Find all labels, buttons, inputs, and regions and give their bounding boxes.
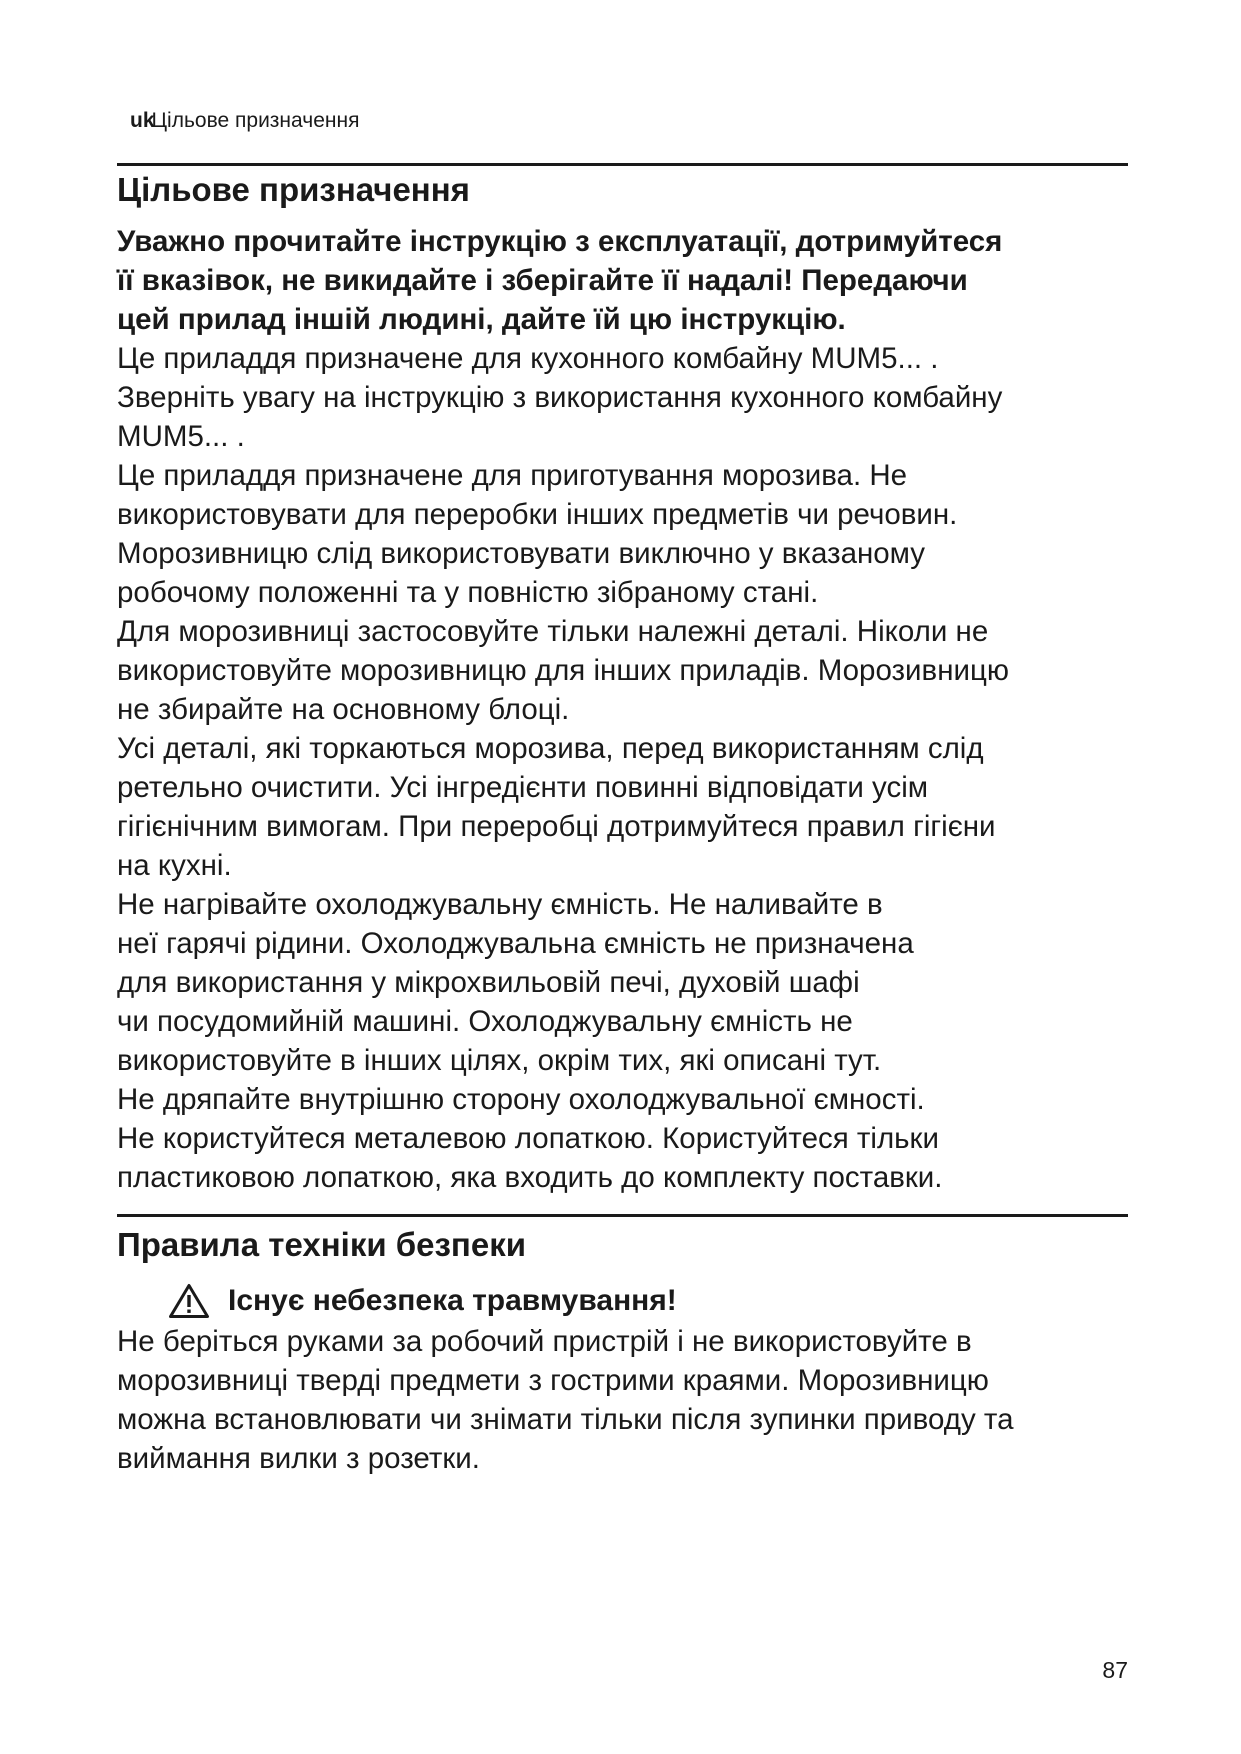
text-line: неї гарячі рідини. Охолоджувальна ємність не призначена xyxy=(117,927,914,960)
text-line: використовуйте морозивницю для інших приладів. Морозивницю xyxy=(117,654,1009,687)
text-line: Усі деталі, які торкаються морозива, перед використанням слід xyxy=(117,732,984,765)
text-line: Не дряпайте внутрішню сторону охолоджувальної ємності. xyxy=(117,1083,925,1116)
section-divider xyxy=(117,163,1128,166)
section-title-safety: Правила техніки безпеки xyxy=(117,1226,527,1263)
text-line: ретельно очистити. Усі інгредієнти повинні відповідати усім xyxy=(117,771,929,804)
text-line: не збирайте на основному блоці. xyxy=(117,693,570,726)
paragraph-accessory-purpose xyxy=(117,339,1137,456)
text-line: Зверніть увагу на інструкцію з використання кухонного комбайну xyxy=(117,381,1003,414)
language-code: uk xyxy=(130,109,155,132)
section-title-intended-use: Цільове призначення xyxy=(117,171,470,208)
paragraph-spatula xyxy=(117,1080,1137,1197)
text-line: використовуйте в інших цілях, окрім тих, які описані тут. xyxy=(117,1044,882,1077)
text-line: MUM5... . xyxy=(117,420,245,453)
running-header-title: Цільове призначення xyxy=(151,109,360,132)
injury-warning xyxy=(168,1281,677,1321)
text-line: для використання у мікрохвильовій печі, духовій шафі xyxy=(117,966,860,999)
running-header xyxy=(130,108,359,134)
text-line: Це приладдя призначене для приготування морозива. Не xyxy=(117,459,908,492)
text-line: робочому положенні та у повністю зібраному стані. xyxy=(117,576,819,609)
text-line: пластиковою лопаткою, яка входить до комплекту поставки. xyxy=(117,1161,943,1194)
paragraph-safety xyxy=(117,1322,1137,1478)
text-line: на кухні. xyxy=(117,849,232,882)
text-line: Це приладдя призначене для кухонного комбайну MUM5... . xyxy=(117,342,939,375)
text-line: використовувати для переробки інших предметів чи речовин. xyxy=(117,498,958,531)
text-line: виймання вилки з розетки. xyxy=(117,1442,480,1475)
text-line: Уважно прочитайте інструкцію з експлуатації, дотримуйтеся xyxy=(117,225,1003,258)
text-line: її вказівок, не викидайте і зберігайте її надалі! Передаючи xyxy=(117,264,968,297)
warning-label: Існує небезпека травмування! xyxy=(228,1284,677,1317)
text-line: чи посудомийній машині. Охолоджувальну ємність не xyxy=(117,1005,853,1038)
safety-body xyxy=(117,1322,1137,1478)
warning-triangle-icon xyxy=(168,1283,210,1319)
section-divider xyxy=(117,1214,1128,1217)
bold-intro-paragraph xyxy=(117,222,1137,339)
text-line: Морозивницю слід використовувати виключно у вказаному xyxy=(117,537,926,570)
text-line: гігієнічним вимогам. При переробці дотримуйтеся правил гігієни xyxy=(117,810,996,843)
text-line: Для морозивниці застосовуйте тільки належні деталі. Ніколи не xyxy=(117,615,989,648)
intended-use-body xyxy=(117,222,1137,1197)
paragraph-hygiene xyxy=(117,729,1137,885)
text-line: морозивниці тверді предмети з гострими краями. Морозивницю xyxy=(117,1364,989,1397)
text-line: Не беріться руками за робочий пристрій і не використовуйте в xyxy=(117,1325,972,1358)
text-line: цей прилад іншій людині, дайте їй цю інструкцію. xyxy=(117,303,846,336)
text-line: можна встановлювати чи знімати тільки після зупинки приводу та xyxy=(117,1403,1014,1436)
text-line: Не нагрівайте охолоджувальну ємність. Не наливайте в xyxy=(117,888,883,921)
page-number: 87 xyxy=(1102,1657,1128,1683)
paragraph-parts xyxy=(117,612,1137,729)
paragraph-cooling-container xyxy=(117,885,1137,1080)
text-line: Не користуйтеся металевою лопаткою. Користуйтеся тільки xyxy=(117,1122,939,1155)
paragraph-ice-cream-purpose xyxy=(117,456,1137,612)
